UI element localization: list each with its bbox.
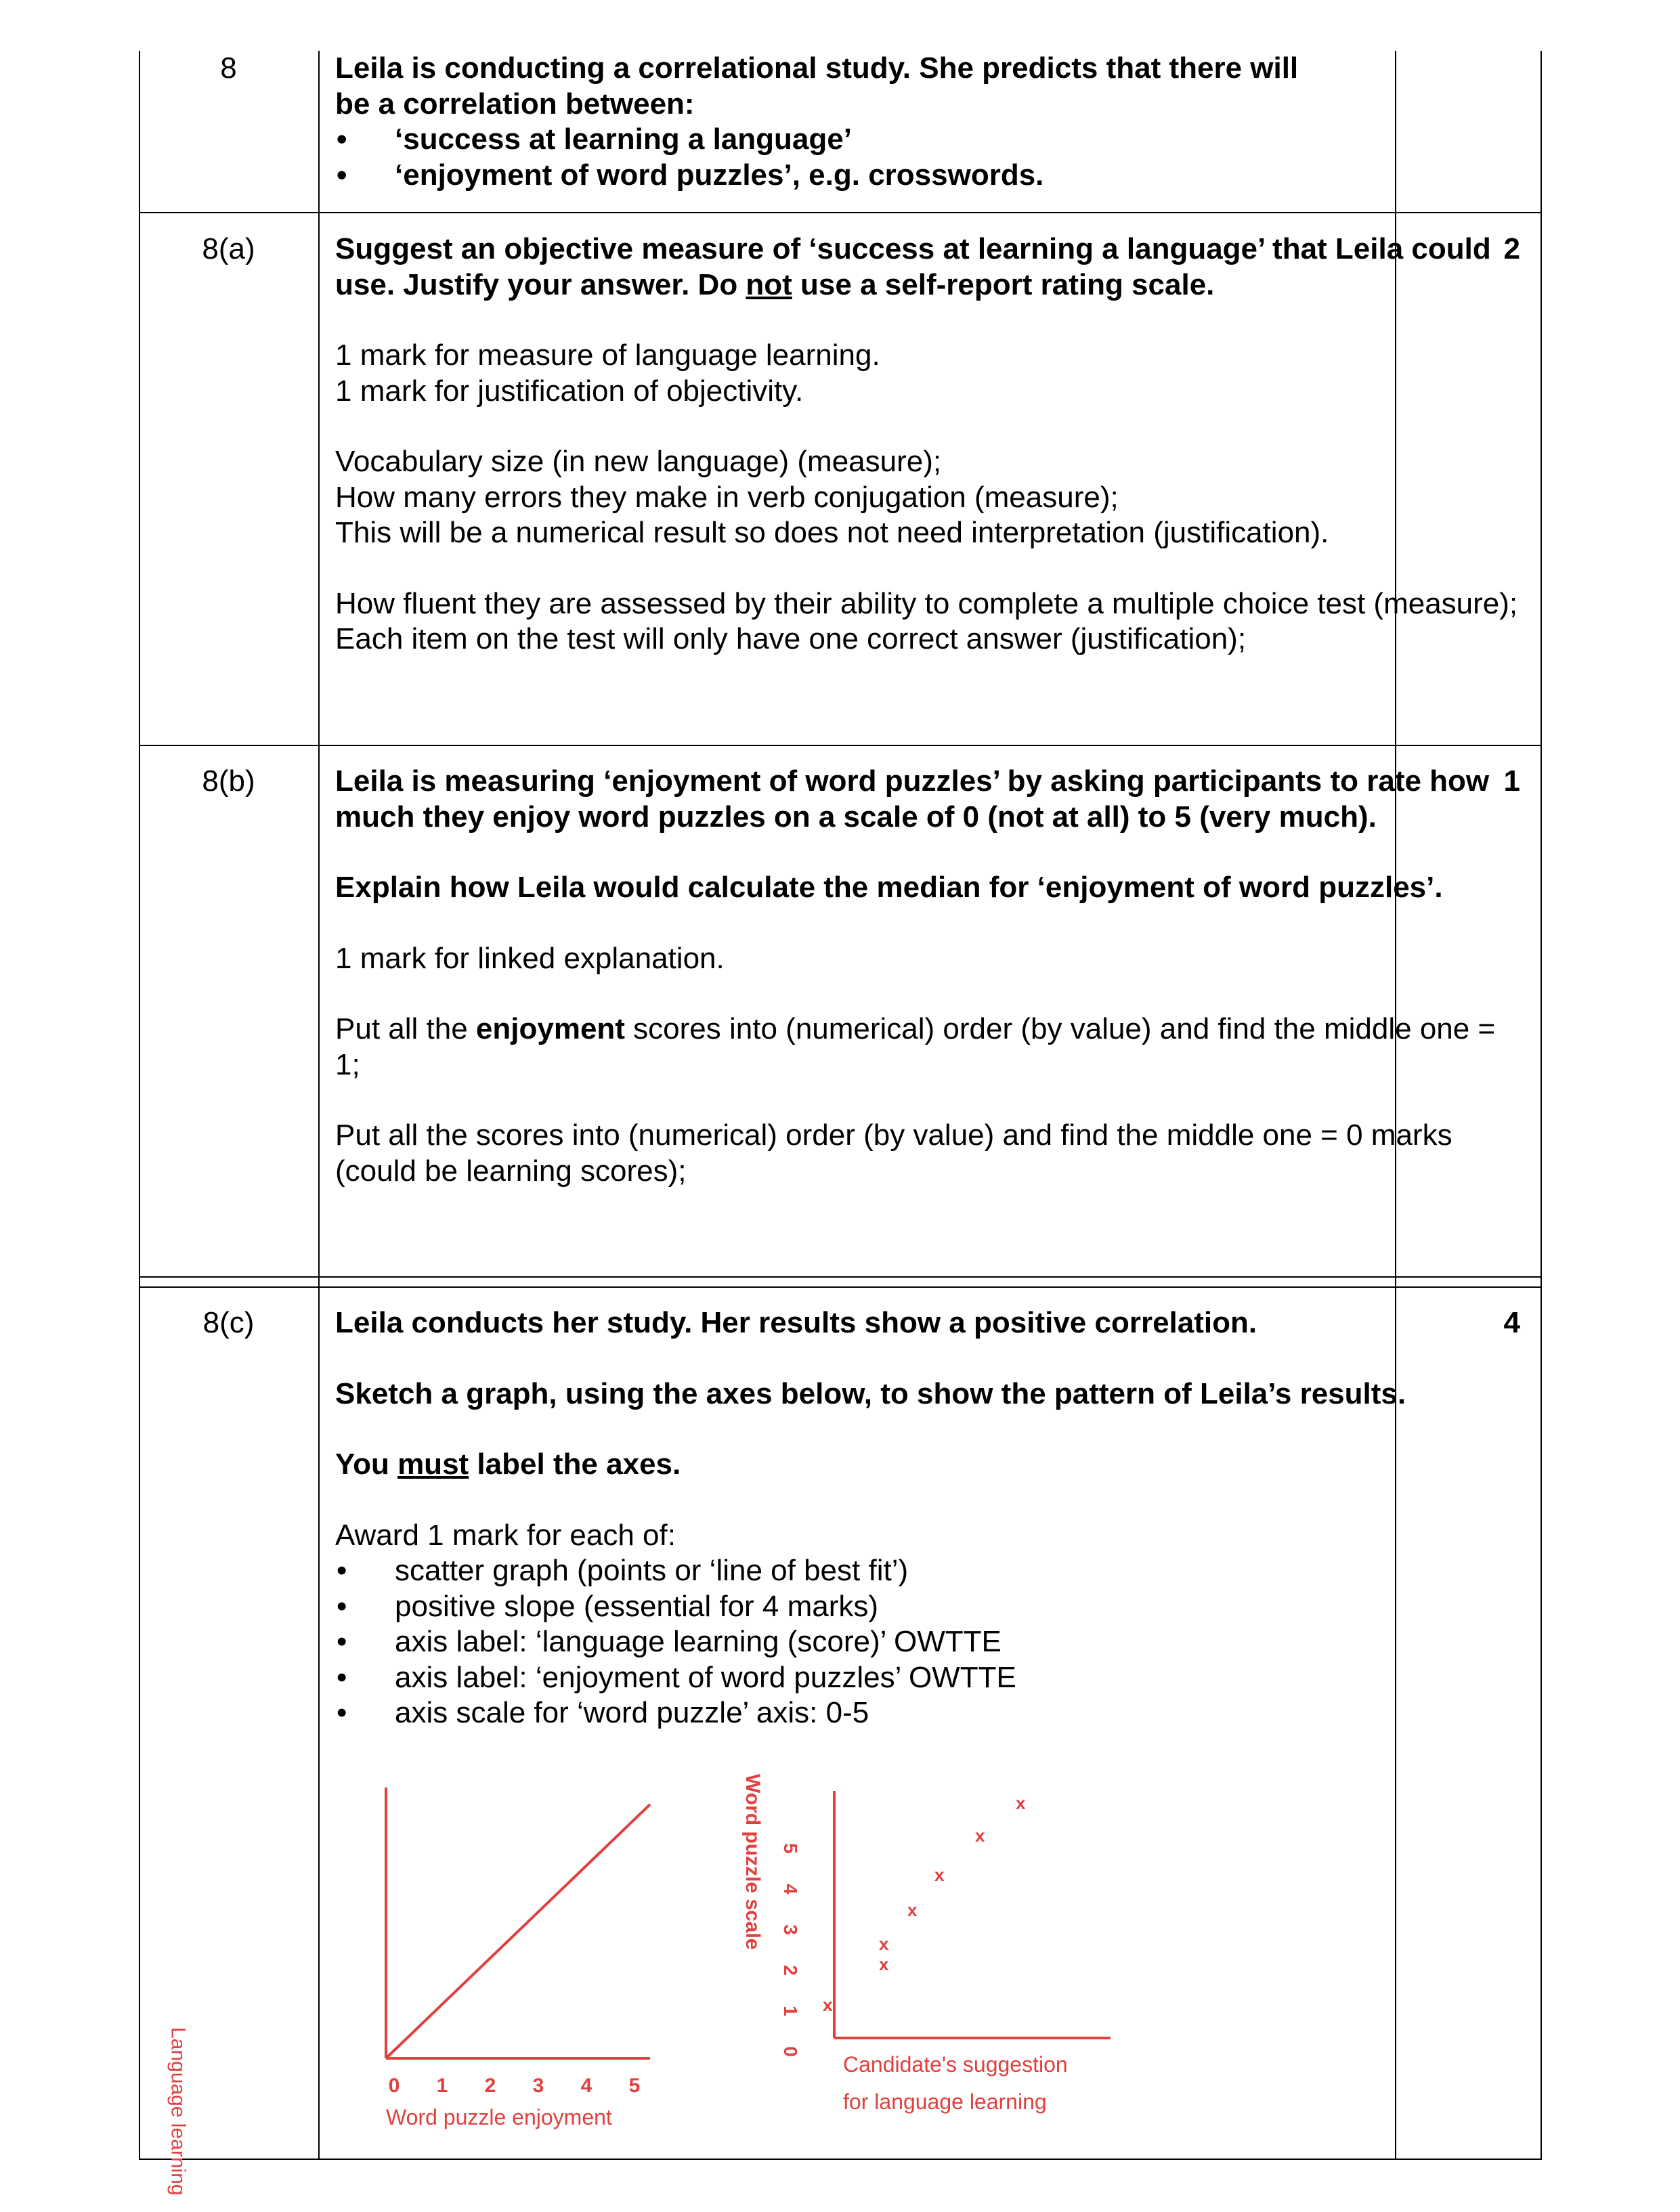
sketch-y-ticks xyxy=(780,1843,801,2057)
row-divider xyxy=(139,1286,1542,1288)
marks-value: 2 xyxy=(1503,232,1520,265)
prompt-emphasis: must xyxy=(397,1448,469,1481)
prompt-text: label the axes. xyxy=(469,1448,681,1481)
mark-scheme xyxy=(335,338,1527,409)
criteria-item: • axis scale for ‘word puzzle’ axis: 0-5 xyxy=(335,1695,1527,1731)
answer-text: scores into (numerical) order (by value) and find the middle one = 1; xyxy=(335,1012,1496,1081)
tick-label: 0 xyxy=(388,2075,400,2097)
criteria-item: • axis label: ‘language learning (score)’ OWTTE xyxy=(335,1624,1527,1660)
sketch-x-label: for language learning xyxy=(843,2089,1047,2114)
tick-label: 4 xyxy=(780,1884,801,1894)
tick-label: 3 xyxy=(780,1924,801,1935)
tick-label: 0 xyxy=(780,2046,801,2057)
tick-label: 5 xyxy=(628,2075,641,2097)
scheme-line: 1 mark for measure of language learning. xyxy=(335,339,880,372)
prompt-text: Suggest an objective measure of ‘success at learning a language’ that Leila could use. Justify your answer. Do xyxy=(335,232,1491,301)
scatter-point: x xyxy=(1016,1793,1026,1813)
question-number: 8(c) xyxy=(202,1306,255,1339)
scatter-point: x xyxy=(879,1934,889,1954)
scatter-point: x xyxy=(934,1865,945,1885)
bullet-item: • ‘success at learning a language’ xyxy=(335,122,1527,158)
row-divider xyxy=(139,212,1542,213)
criteria-item: • scatter graph (points or ‘line of best fit’) xyxy=(335,1553,1527,1589)
answer-block: Put all the scores into (numerical) order (by value) and find the middle one = 0 marks (could be learning scores); xyxy=(335,1119,1452,1188)
table-right-border xyxy=(1541,51,1542,2159)
answer-emphasis: enjoyment xyxy=(475,1012,625,1045)
criteria-list xyxy=(335,1553,1527,1731)
question-prompt: Explain how Leila would calculate the median for ‘enjoyment of word puzzles’. xyxy=(335,871,1443,904)
sketch-y-label: Language learning xyxy=(167,2027,190,2196)
tick-label: 1 xyxy=(780,2005,801,2016)
answer-line: Each item on the test will only have one correct answer (justification); xyxy=(335,622,1247,655)
question-prompt xyxy=(335,1447,1527,1483)
prompt-text: use a self-report rating scale. xyxy=(792,267,1215,301)
example-sketch-scatter xyxy=(725,1760,1131,2146)
answer-block xyxy=(335,1012,1527,1083)
scatter-point: x xyxy=(823,1995,833,2015)
stem-bullets xyxy=(335,122,1527,193)
row-divider xyxy=(139,1276,1542,1278)
tick-label: 2 xyxy=(484,2075,496,2097)
scatter-point: x xyxy=(975,1825,985,1846)
criteria-item: • positive slope (essential for 4 marks) xyxy=(335,1589,1527,1625)
question-prompt xyxy=(335,232,1527,303)
question-prompt: Leila is measuring ‘enjoyment of word puzzles’ by asking participants to rate how much they enjoy word puzzles on a scale of 0 (not at all) to 5 (very much). xyxy=(335,764,1490,833)
table-left-border xyxy=(139,51,140,2159)
question-content xyxy=(335,232,1527,657)
question-number: 8(b) xyxy=(202,764,255,798)
answer-line: How many errors they make in verb conjugation (measure); xyxy=(335,480,1119,514)
tick-label: 5 xyxy=(780,1843,801,1854)
mark-scheme: 1 mark for linked explanation. xyxy=(335,941,725,975)
example-sketch-line xyxy=(167,1767,684,2196)
question-stem xyxy=(335,51,1527,193)
stem-line: be a correlation between: xyxy=(335,87,695,121)
prompt-emphasis: not xyxy=(746,267,792,301)
answer-line: How fluent they are assessed by their ability to complete a multiple choice test (measure); xyxy=(335,586,1518,620)
question-prompt: Leila conducts her study. Her results show a positive correlation. xyxy=(335,1306,1257,1339)
scheme-line: 1 mark for justification of objectivity. xyxy=(335,374,804,408)
answer-text: Put all the xyxy=(335,1012,476,1045)
prompt-text: You xyxy=(335,1448,398,1481)
scatter-point: x xyxy=(907,1900,918,1920)
tick-label: 1 xyxy=(436,2075,448,2097)
answer-block xyxy=(335,586,1527,657)
answer-line: Vocabulary size (in new language) (measure); xyxy=(335,445,942,478)
scatter-point: x xyxy=(879,1954,889,1974)
question-content xyxy=(335,764,1527,1189)
answer-line: This will be a numerical result so does not need interpretation (justification). xyxy=(335,516,1329,549)
tick-label: 3 xyxy=(532,2075,544,2097)
criteria-item: • axis label: ‘enjoyment of word puzzles’ OWTTE xyxy=(335,1660,1527,1696)
award-intro: Award 1 mark for each of: xyxy=(335,1518,676,1552)
question-prompt: Sketch a graph, using the axes below, to show the pattern of Leila’s results. xyxy=(335,1376,1406,1410)
stem-line: Leila is conducting a correlational study. She predicts that there will xyxy=(335,51,1299,85)
marks-value: 4 xyxy=(1503,1306,1520,1339)
scatter-points xyxy=(823,1793,1026,2015)
marks-value: 1 xyxy=(1503,764,1520,798)
question-number: 8(a) xyxy=(202,232,255,265)
sketch-x-ticks xyxy=(389,2075,641,2097)
tick-label: 4 xyxy=(580,2075,593,2097)
answer-block xyxy=(335,444,1527,551)
question-content xyxy=(335,1305,1527,1731)
question-number: 8 xyxy=(220,51,237,85)
row-divider xyxy=(139,745,1542,746)
table-bottom-border xyxy=(139,2159,1542,2160)
sketch-x-label: Word puzzle enjoyment xyxy=(386,2105,612,2129)
sketch-x-label: Candidate's suggestion xyxy=(843,2052,1068,2077)
tick-label: 2 xyxy=(780,1965,801,1976)
bullet-item: • ‘enjoyment of word puzzles’, e.g. crosswords. xyxy=(335,158,1527,194)
sketch-y-label: Word puzzle scale xyxy=(741,1774,764,1950)
sketch-best-fit-line xyxy=(386,1804,650,2058)
